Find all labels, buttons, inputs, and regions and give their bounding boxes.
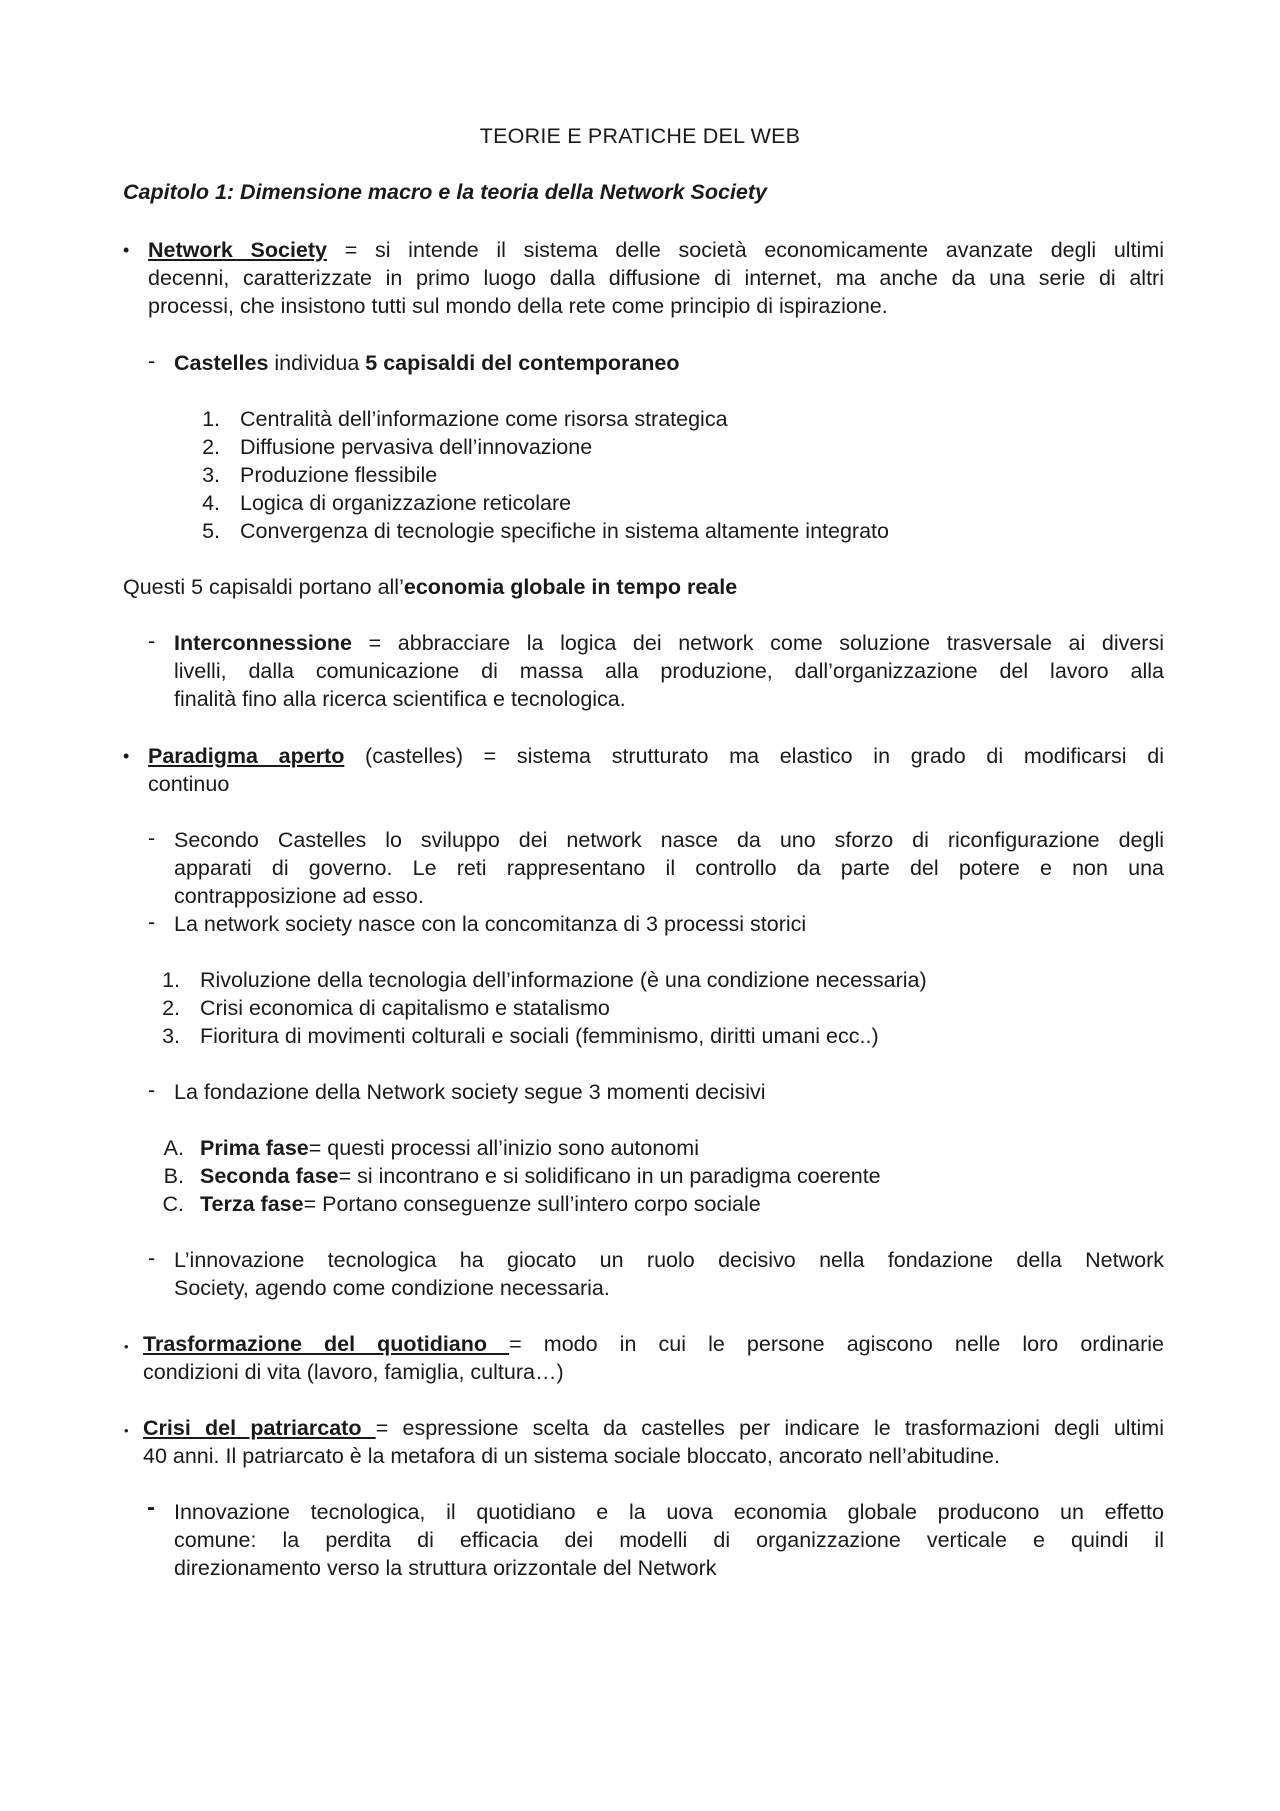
list-item: Prima fase= questi processi all’inizio sono autonomi [200, 1136, 699, 1160]
crisi-paragraph: Crisi del patriarcato = espressione scelta da castelles per indicare le trasformazioni degli ultimi 40 anni. Il patriarcato è la metafora di un sistema sociale bloccato, ancorato nell’abitudine. [143, 1416, 1164, 1468]
interconnessione-paragraph: Interconnessione = abbracciare la logica dei network come soluzione trasversale ai diversi livelli, dalla comunicazione di massa alla produzione, dall’organizzazione del lavoro alla finalità fino alla ricerca scientifica e tecnologica. [174, 631, 1164, 711]
innovazione-paragraph: L’innovazione tecnologica ha giocato un ruolo decisivo nella fondazione della Network Society, agendo come condizione necessaria. [174, 1248, 1164, 1300]
list-item: Logica di organizzazione reticolare [240, 491, 572, 515]
questi-line: Questi 5 capisaldi portano all’economia globale in tempo reale [123, 575, 738, 599]
list-number: 1. [162, 968, 180, 992]
list-item: Terza fase= Portano conseguenze sull’intero corpo sociale [200, 1192, 761, 1216]
list-item: Fioritura di movimenti colturali e sociali (femminismo, diritti umani ecc..) [200, 1024, 879, 1048]
trasformazione-paragraph: Trasformazione del quotidiano = modo in cui le persone agiscono nelle loro ordinarie condizioni di vita (lavoro, famiglia, cultura…) [143, 1332, 1164, 1384]
term-network-society: Network Society [148, 238, 327, 262]
list-number: 3. [202, 463, 220, 487]
list-letter: C. [162, 1192, 184, 1216]
list-item: Convergenza di tecnologie specifiche in sistema altamente integrato [240, 519, 889, 543]
dash-icon: - [148, 629, 156, 653]
fondazione-line: La fondazione della Network society segue 3 momenti decisivi [174, 1080, 766, 1104]
dash-icon: - [148, 1246, 156, 1270]
effetto-paragraph: Innovazione tecnologica, il quotidiano e la uova economia globale producono un effetto comune: la perdita di efficacia dei modelli di organizzazione verticale e quindi il direzionamento verso la struttura orizzontale del Network [174, 1500, 1164, 1580]
dash-icon: - [148, 826, 156, 850]
list-letter: A. [163, 1136, 184, 1160]
list-number: 2. [202, 435, 220, 459]
list-number: 5. [202, 519, 220, 543]
bullet-icon: • [124, 1423, 129, 1438]
document-title: TEORIE E PRATICHE DEL WEB [479, 124, 801, 148]
dash-icon: - [148, 910, 156, 934]
list-item: Diffusione pervasiva dell’innovazione [240, 435, 593, 459]
dash-icon: - [148, 349, 156, 373]
bullet-icon: • [123, 240, 130, 260]
bullet-icon: • [124, 1339, 129, 1354]
list-number: 1. [202, 407, 220, 431]
chapter-heading: Capitolo 1: Dimensione macro e la teoria della Network Society [123, 180, 767, 204]
dash-icon: - [148, 1078, 156, 1102]
network-society-paragraph: Network Society = si intende il sistema delle società economicamente avanzate degli ultimi decenni, caratterizzate in primo luogo dalla diffusione di internet, ma anche da una serie di altri processi, che insistono tutti sul mondo della rete come principio di ispirazione. [148, 238, 1164, 318]
list-item: Seconda fase= si incontrano e si solidificano in un paradigma coerente [200, 1164, 881, 1188]
castelles-line: Castelles individua 5 capisaldi del contemporaneo [174, 351, 680, 375]
list-item: Produzione flessibile [240, 463, 438, 487]
paradigma-paragraph: Paradigma aperto (castelles) = sistema strutturato ma elastico in grado di modificarsi di continuo [148, 744, 1164, 796]
list-number: 2. [162, 996, 180, 1020]
dash-icon: - [147, 1494, 155, 1521]
list-item: Rivoluzione della tecnologia dell’informazione (è una condizione necessaria) [200, 968, 927, 992]
list-item: Crisi economica di capitalismo e statalismo [200, 996, 610, 1020]
secondo-paragraph: Secondo Castelles lo sviluppo dei network nasce da uno sforzo di riconfigurazione degli apparati di governo. Le reti rappresentano il controllo da parte del potere e non una contrapposizione ad esso. [174, 828, 1164, 908]
list-item: Centralità dell’informazione come risorsa strategica [240, 407, 728, 431]
bullet-icon: • [123, 746, 130, 766]
list-number: 3. [162, 1024, 180, 1048]
list-number: 4. [202, 491, 220, 515]
nasce-line: La network society nasce con la concomitanza di 3 processi storici [174, 912, 807, 936]
list-letter: B. [163, 1164, 184, 1188]
